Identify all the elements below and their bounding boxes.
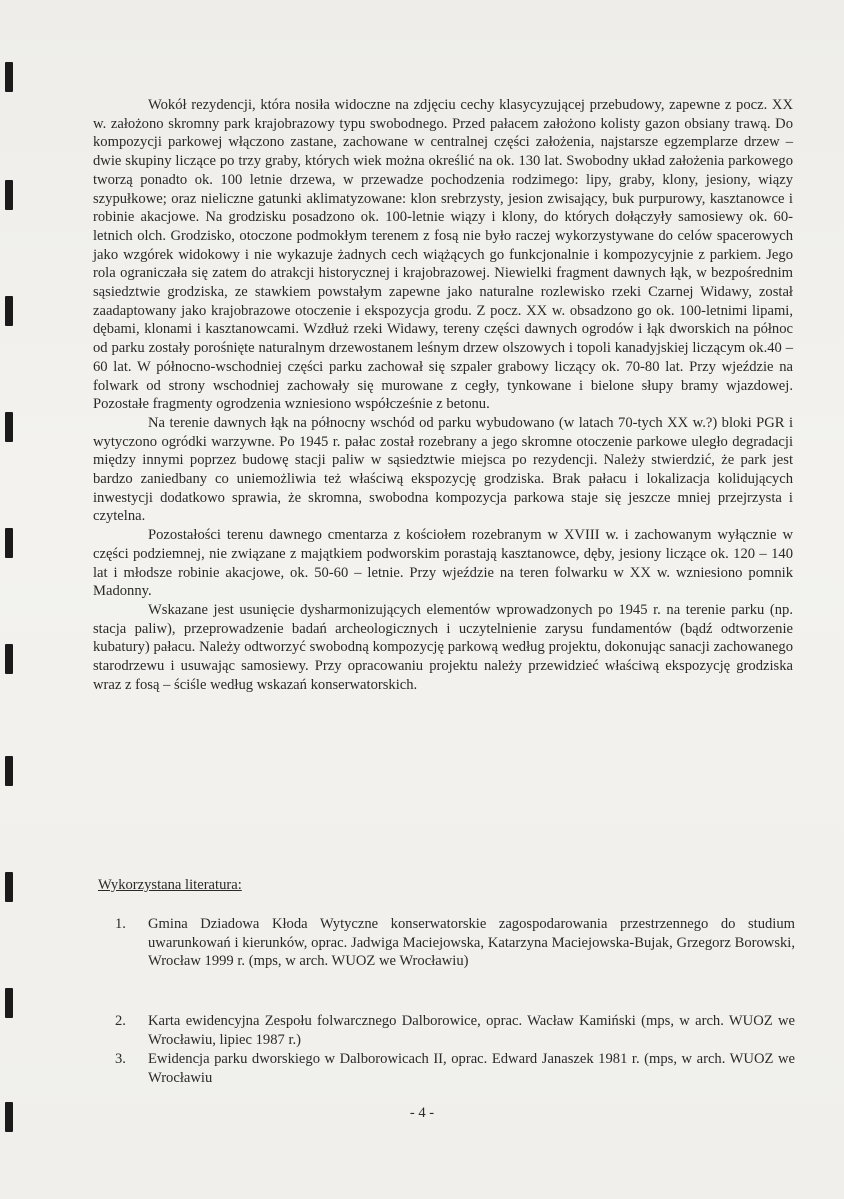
literature-item-text: Karta ewidencyjna Zespołu folwarcznego Dalborowice, oprac. Wacław Kamiński (mps, w arch. WUOZ we Wrocławiu, lipiec 1987 r.) bbox=[148, 1013, 795, 1048]
paragraph-cemetery: Pozostałości terenu dawnego cmentarza z kościołem rozebranym w XVIII w. i zachowanym wyłącznie w części podziemnej, nie związane z majątkiem podworskim porastają kasztanowce, dęby, jesiony liczące ok. 120 – 140 lat i młodsze robinie akacjowe, ok. 50-60 – letnie. Przy wjeździe na teren folwarku w XX w. wzniesiono pomnik Madonny. bbox=[93, 527, 793, 600]
literature-item-number: 1. bbox=[115, 916, 126, 932]
scan-mark bbox=[5, 988, 13, 1018]
paragraph-degradation: Na terenie dawnych łąk na północny wschód od parku wybudowano (w latach 70-tych XX w.?) bloki PGR i wytyczono ogródki warzywne. Po 1945 r. pałac został rozebrany a jego skromne otoczenie parkowe uległo degradacji między innymi poprzez budowę stacji paliw w sąsiedztwie miejsca po rezydencji. Należy stwierdzić, że park jest bardzo zaniedbany co uniemożliwia też właściwą ekspozycję grodziska. Brak pałacu i lokalizacja kolidujących inwestycji dodatkowo sprawia, że skromna, swobodna kompozycja parkowa staje się jeszcze mniej przejrzysta i czytelna. bbox=[93, 414, 793, 525]
literature-item-number: 2. bbox=[115, 1013, 126, 1029]
literature-item-number: 3. bbox=[115, 1051, 126, 1067]
scan-mark bbox=[5, 756, 13, 786]
paragraph-park-description: Wokół rezydencji, która nosiła widoczne na zdjęciu cechy klasycyzującej przebudowy, zapewne z pocz. XX w. założono skromny park krajobrazowy typu swobodnego. Przed pałacem założono kolisty gazon obsiany trawą. Do kompozycji parkowej włączono zastane, zachowane w centralnej części założenia, najstarsze egzemplarze drzew – dwie skupiny liczące po trzy graby, których wiek można określić na ok. 130 lat. Swobodny układ założenia parkowego tworzą ponadto ok. 100 letnie drzewa, w przewadze pochodzenia rodzimego: lipy, graby, klony, jesiony, wiązy szypułkowe; oraz nieliczne gatunki aklimatyzowane: klon srebrzysty, jesion zwisający, buk purpurowy, kasztanowce i robinie akacjowe. Na grodzisku posadzono ok. 100-letnie wiązy i klony, do których dołączyły samosiewy ok. 60-letnich olch. Grodzisko, otoczone podmokłym terenem z fosą nie było raczej wykorzystywane do celów spacerowych jako wzgórek widokowy i nie wykazuje żadnych cech wiążących go funkcjonalnie i kompozycyjnie z parkiem. Jego rola ograniczała się zatem do atrakcji historycznej i krajobrazowej. Niewielki fragment dawnych łąk, w bezpośrednim sąsiedztwie grodziska, ze stawkiem powstałym zapewne jako naturalne rozlewisko rzeki Czarnej Widawy, został zaadaptowany jako krajobrazowe otoczenie i ekspozycja grodu. Z pocz. XX w. obsadzono go ok. 100-letnimi lipami, dębami, klonami i kasztanowcami. Wzdłuż rzeki Widawy, tereny części dawnych ogrodów i łąk dworskich na północ od parku zostały porośnięte naturalnym drzewostanem leśnym drzew olszowych i topoli kanadyjskiej liczącym ok.40 – 60 lat. W północno-wschodniej części parku zachował się szpaler grabowy liczący ok. 70-80 lat. Przy wjeździe na folwark od strony wschodniej zachowały się murowane z cegły, tynkowane i bielone słupy bramy wjazdowej. Pozostałe fragmenty ogrodzenia wzniesiono współcześnie z betonu. bbox=[93, 97, 793, 413]
literature-item-text: Ewidencja parku dworskiego w Dalborowicach II, oprac. Edward Janaszek 1981 r. (mps, w arch. WUOZ we Wrocławiu bbox=[148, 1051, 795, 1086]
literature-item bbox=[115, 1050, 795, 1087]
literature-item bbox=[115, 1012, 795, 1049]
scan-mark bbox=[5, 180, 13, 210]
scan-mark bbox=[5, 528, 13, 558]
scan-mark bbox=[5, 296, 13, 326]
scan-mark bbox=[5, 62, 13, 92]
scan-margin-marks bbox=[0, 0, 20, 1199]
literature-heading: Wykorzystana literatura: bbox=[98, 877, 242, 893]
body-text bbox=[93, 96, 793, 695]
paragraph-recommendations: Wskazane jest usunięcie dysharmonizujących elementów wprowadzonych po 1945 r. na terenie parku (np. stacja paliw), przeprowadzenie badań archeologicznych i uczytelnienie zarysu fundamentów (bądź odtworzenie kubatury) pałacu. Należy odtworzyć swobodną kompozycję parkową według projektu, dokonując sanacji zachowanego starodrzewu i usuwając samosiewy. Przy opracowaniu projektu należy przewidzieć właściwą ekspozycję grodziska wraz z fosą – ściśle według wskazań konserwatorskich. bbox=[93, 601, 793, 693]
page-number: - 4 - bbox=[409, 1105, 435, 1121]
scan-mark bbox=[5, 644, 13, 674]
scan-mark bbox=[5, 412, 13, 442]
scan-mark bbox=[5, 872, 13, 902]
literature-item-text: Gmina Dziadowa Kłoda Wytyczne konserwatorskie zagospodarowania przestrzennego do studium uwarunkowań i kierunków, oprac. Jadwiga Maciejowska, Katarzyna Maciejowska-Bujak, Grzegorz Borowski, Wrocław 1999 r. (mps, w arch. WUOZ we Wrocławiu) bbox=[148, 916, 795, 970]
literature-item bbox=[115, 915, 795, 971]
